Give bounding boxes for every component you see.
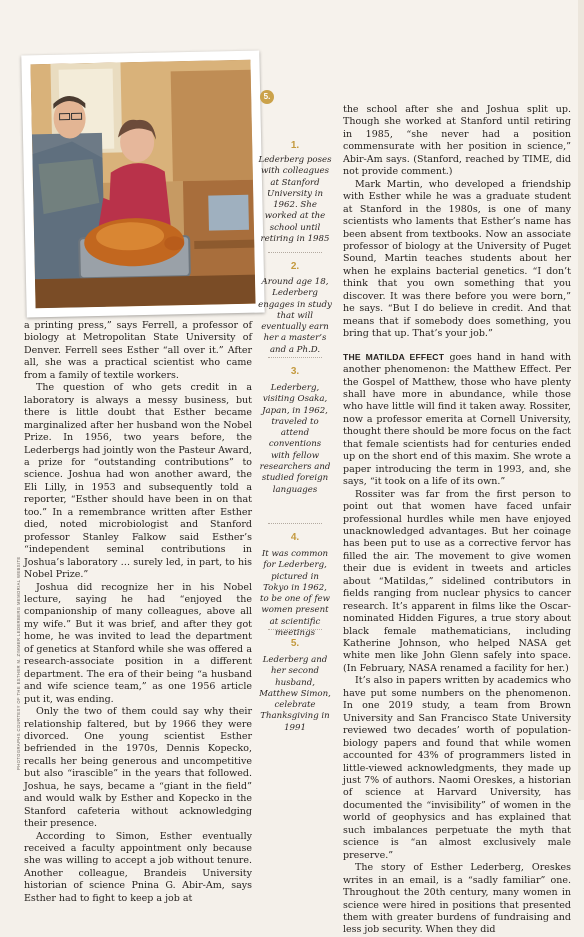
- caption-divider: [268, 252, 322, 253]
- thanksgiving-photo-image: [30, 60, 255, 309]
- caption-divider: [268, 629, 322, 630]
- section-lead: THE MATILDA EFFECT: [343, 351, 445, 362]
- caption-1: Lederberg poses with colleagues at Stanford University in 1962. She worked at the school until retiring in 1985: [258, 155, 332, 245]
- paragraph: Mark Martin, who developed a friendship with Esther while he was a graduate student at Stanford in the 1980s, is one of many scientists who laments that Esther’s name has been absent from textbooks. Now an associate professor of biology at the University of Puget Sound, Martin teaches students about her when he explains bacterial genetics. “I don’t think that you own something that you discover. It was there before you were born,” he says. “But I do believe in credit. And that means that if somebody does something, you bring that up. That’s your job.”: [343, 178, 571, 340]
- caption-divider: [268, 357, 322, 358]
- paragraph: Only the two of them could say why their relationship faltered, but by 1966 they were divorced. One young scientist Esther befriended in the 1970s, Dennis Kopecko, recalls her being generous and uncompetitive but also “irascible” in the years that followed. Joshua, he says, became a “giant in the field” and would walk by Esther and Kopecko in the Stanford cafeteria without acknowledging their presence.: [24, 706, 252, 830]
- paragraph-text: goes hand in hand with another phenomenon: the Matthew Effect. Per the Gospel of Matthew, those who have plenty shall have more in abundance, while those who have little will find it taken away. Rossiter, now a professor emerita at Cornell University, thought there should be more focus on the fact that female scientists had for centuries ended up on the short end of this maxim. She wrote a paper introducing the term in 1993, and, she says, “it took on a life of its own.”: [343, 351, 571, 488]
- paragraph: The story of Esther Lederberg, Oreskes writes in an email, is a “sadly familiar” one. Throughout the 20th century, many women in science were hired in positions that presented them with greater burdens of fundraising and less job security. When they did: [343, 862, 571, 936]
- thanksgiving-photo: [30, 60, 255, 309]
- paragraph: a printing press,” says Ferrell, a professor of biology at Metropolitan State University of Denver. Ferrell sees Esther “all over it.” After all, she was a practical scientist who came from a family of textile workers.: [24, 320, 252, 381]
- caption-number-4: 4.: [290, 532, 300, 543]
- caption-4: It was common for Lederberg, pictured in Tokyo in 1962, to be one of few women present at scientific meetings: [260, 549, 330, 639]
- caption-5: Lederberg and her second husband, Matthew Simon, celebrate Thanksgiving in 1991: [259, 655, 331, 733]
- paragraph: the school after she and Joshua split up. Though she worked at Stanford until retiring in 1985, “she never had a position commensurate with her position in science,” Abir-Am says. (Stanford, reached by TIME, did not provide comment.): [343, 104, 571, 178]
- paragraph: According to Simon, Esther eventually received a faculty appointment only because she was willing to accept a job without tenure. Another colleague, Brandeis University historian of science Pnina G. Abir-Am, says Esther had to fight to keep a job at: [24, 830, 252, 904]
- left-column: [24, 320, 252, 905]
- photo-credit: PHOTOGRAPHS COURTESY OF THE ESTHER M. ZIMMER LEDERBERG MEMORIAL WEBSITE: [16, 556, 21, 770]
- caption-2: Around age 18, Lederberg engages in study that will eventually earn her a master’s and a Ph.D.: [258, 277, 332, 355]
- page-edge: [578, 0, 584, 800]
- photo-number-badge: 5.: [260, 90, 274, 104]
- caption-number-5: 5.: [290, 638, 300, 649]
- paragraph: The question of who gets credit in a laboratory is always a messy business, but there is little doubt that Esther became marginalized after her husband won the Nobel Prize. In 1956, two years before, the Lederbergs had jointly won the Pasteur Award, a prize for “outstanding contributions” to science. Joshua had won another award, the Eli Lilly, in 1953 and subsequently told a reporter, “Esther should have been in on that too.” In a remembrance written after Esther died, noted microbiologist and Stanford professor Stanley Falkow said Esther’s “independent seminal contributions in Joshua’s laboratory … surely led, in part, to his Nobel Prize.”: [24, 382, 252, 581]
- paragraph: Joshua did recognize her in his Nobel lecture, saying he had “enjoyed the companionship of many colleagues, above all my wife.” But it was brief, and after they got home, he was invited to lead the department of genetics at Stanford while she was offered a research-associate position in a different department. The era of their being “a husband and wife science team,” as one 1956 article put it, was ending.: [24, 581, 252, 705]
- right-column: [343, 104, 571, 937]
- caption-divider: [268, 523, 322, 524]
- caption-number-3: 3.: [290, 366, 300, 377]
- section-paragraph: [343, 351, 571, 489]
- caption-number-2: 2.: [290, 261, 300, 272]
- photo-frame: [21, 51, 264, 318]
- paragraph: It’s also in papers written by academics who have put some numbers on the phenomenon. In one 2019 study, a team from Brown University and San Francisco State University reviewed two decades’ worth of population-biology papers and found that while women accounted for 43% of programmers listed in little-viewed acknowledgments, they made up just 7% of authors. Naomi Oreskes, a historian of science at Harvard University, has documented the “invisibility” of women in the world of geophysics and has explained that such imbalances perpetuate the myth that science is “an almost exclusively male preserve.”: [343, 675, 571, 861]
- paragraph: Rossiter was far from the first person to point out that women have faced unfair professional hurdles while men have enjoyed unacknowledged advantages. But her coinage has been put to use as a corrective fervor has filled the air. The movement to give women their due is evident in tweets and articles about “Matildas,” sidelined contributors in fields ranging from nuclear physics to cancer research. It’s apparent in films like the Oscar-nominated Hidden Figures, a true story about black female mathematicians, including Katherine Johnson, who helped NASA get white men like John Glenn safely into space. (In February, NASA renamed a facility for her.): [343, 488, 571, 674]
- caption-3: Lederberg, visiting Osaka, Japan, in 1962, traveled to attend conventions with fellow researchers and studied foreign languages: [259, 383, 331, 495]
- caption-number-1: 1.: [290, 140, 300, 151]
